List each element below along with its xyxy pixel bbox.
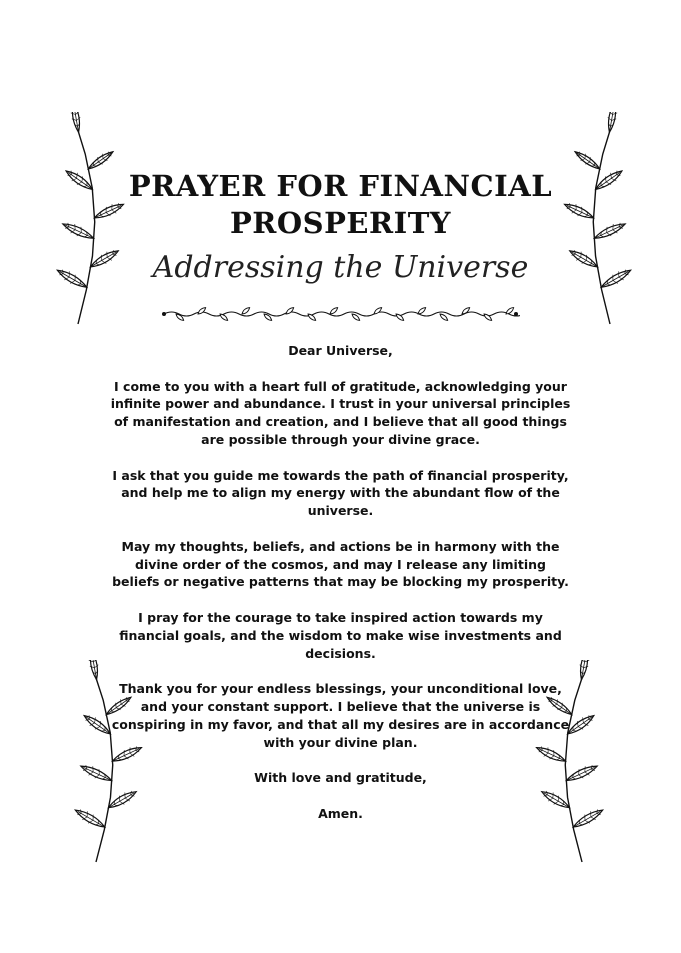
paragraph: May my thoughts, beliefs, and actions be in harmony with the divine order of the cosmos, and may I release any limiting beliefs or negative patterns that may be blocking my prosperity. [112, 538, 569, 590]
vine-divider-icon [160, 302, 520, 326]
salutation: Dear Universe, [288, 343, 393, 358]
closing: With love and gratitude, [254, 770, 427, 786]
signoff: Amen. [318, 805, 363, 821]
paragraph: I ask that you guide me towards the path of financial prosperity, and help me to align my energy with the abundant flow of the universe. [112, 467, 569, 519]
paragraph: I come to you with a heart full of gratitude, acknowledging your infinite power and abundance. I trust in your universal principles of manifestation and creation, and I believe that all good things are possible through your divine grace. [110, 378, 571, 447]
page-title-continued: PROSPERITY [230, 206, 451, 240]
paragraph: Thank you for your endless blessings, your unconditional love, and your constant support. I believe that the universe is conspiring in my favor, and that all my desires are in accordance with your divine plan. [111, 681, 570, 750]
page-subtitle: Addressing the Universe [152, 250, 529, 285]
paragraph: I pray for the courage to take inspired action towards my financial goals, and the wisdom to make wise investments and decisions. [119, 609, 562, 661]
prayer-letter [110, 342, 571, 823]
page-title: PRAYER FOR FINANCIAL [128, 169, 553, 203]
